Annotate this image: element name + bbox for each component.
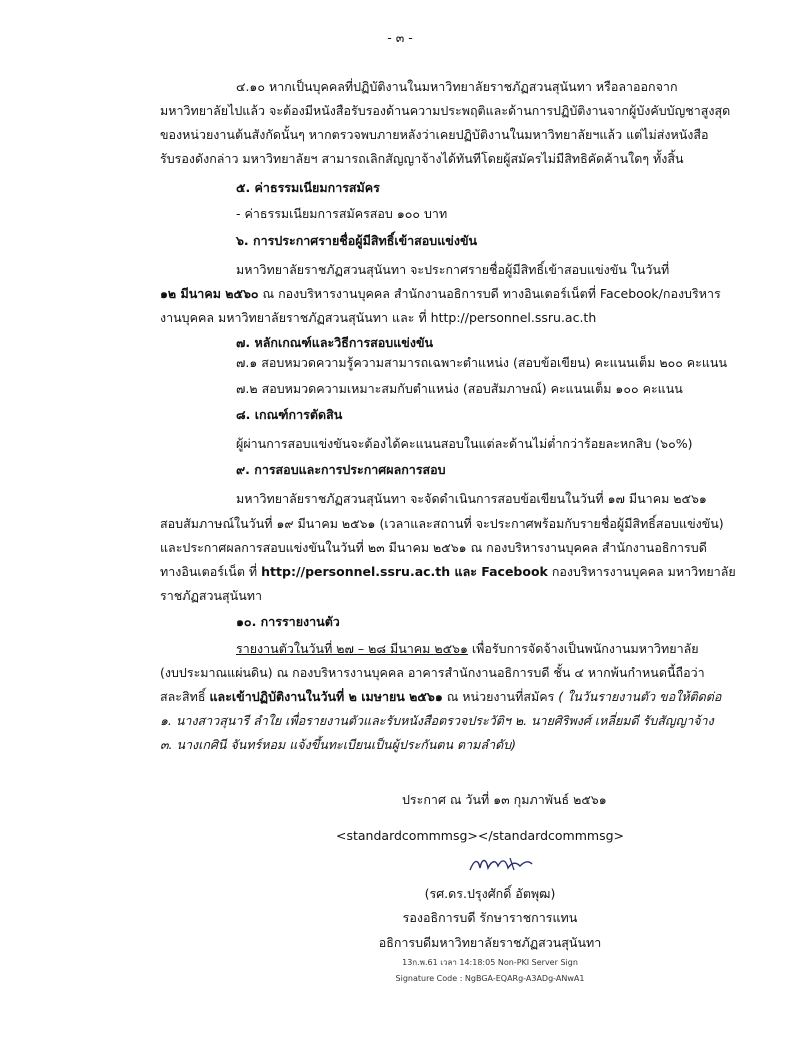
s10-line1 [236,641,699,657]
s6-line2 [160,286,721,302]
s9-line4-rest: กองบริหารงานบุคคล มหาวิทยาลัย [547,564,736,579]
s6-line2-rest: ณ กองบริหารงานบุคคล สำนักงานอธิการบดี ทางอินเตอร์เน็ตที่ Facebook/กองบริหาร [258,286,721,301]
server-sign-timestamp: 13ก.พ.61 เวลา 14:18:05 Non-PKI Server Sign [402,958,578,967]
section7-heading: ๗. หลักเกณฑ์และวิธีการสอบแข่งขัน [236,335,434,350]
section8-heading: ๘. เกณฑ์การตัดสิน [236,407,343,422]
s5-line1: - ค่าธรรมเนียมการสมัครสอบ ๑๐๐ บาท [236,206,448,221]
signer-position-1: รองอธิการบดี รักษาราชการแทน [402,910,578,925]
s10-line2: (งบประมาณแผ่นดิน) ณ กองบริหารงานบุคคล อาคารสำนักงานอธิการบดี ชั้น ๔ หากพ้นกำหนดนี้ถือว่า [160,665,705,680]
s9-line5: ราชภัฏสวนสุนันทา [160,588,263,603]
s10-line3-italic: ( ในวันรายงานตัว ขอให้ติดต่อ [558,689,722,704]
s10-line3-mid: ณ หน่วยงานที่สมัคร [442,689,559,704]
signature-image [466,852,546,876]
s4-10-line1: ๔.๑๐ หากเป็นบุคคลที่ปฏิบัติงานในมหาวิทยาลัยราชภัฏสวนสุนันทา หรือลาออกจาก [236,79,678,94]
s6-date-bold: ๑๒ มีนาคม ๒๕๖๐ [160,286,259,301]
announce-date: ประกาศ ณ วันที่ ๑๓ กุมภาพันธ์ ๒๕๖๑ [402,792,607,807]
s10-line5: ๓. นางเกศินี จันทร์หอม แจ้งขึ้นทะเบียนเป็นผู้ประกันตน ตามลำดับ) [160,737,517,752]
s10-line1-rest: เพื่อรับการจัดจ้างเป็นพนักงานมหาวิทยาลัย [467,641,699,656]
section9-heading: ๙. การสอบและการประกาศผลการสอบ [236,462,446,477]
s7-line1: ๗.๑ สอบหมวดความรู้ความสามารถเฉพาะตำแหน่ง (สอบข้อเขียน) คะแนนเต็ม ๒๐๐ คะแนน [236,355,728,370]
s10-report-dates: รายงานตัวในวันที่ ๒๗ – ๒๘ มีนาคม ๒๕๖๑ [236,641,468,656]
s4-10-line2: มหาวิทยาลัยไปแล้ว จะต้องมีหนังสือรับรองด้านความประพฤติและด้านการปฏิบัติงานจากผู้บังคับบัญชาสูงสุด [160,103,731,118]
s10-line3 [160,689,721,705]
signature-code: Signature Code : NgBGA-EQARg-A3ADg-ANwA1 [395,974,585,983]
s10-start-date-bold: และเข้าปฏิบัติงานในวันที่ ๒ เมษายน ๒๕๖๑ [209,689,443,704]
s10-line4: ๑. นางสาวสุนารี ลำใย เพื่อรายงานตัวและรับหนังสือตรวจประวัติฯ ๒. นายศิริพงศ์ เหลี่ยมดี รับสัญญาจ้าง [160,713,714,728]
s9-line4-pre: ทางอินเตอร์เน็ต ที่ [160,564,262,579]
s7-line2: ๗.๒ สอบหมวดความเหมาะสมกับตำแหน่ง (สอบสัมภาษณ์) คะแนนเต็ม ๑๐๐ คะแนน [236,381,683,396]
signer-position-2: อธิการบดีมหาวิทยาลัยราชภัฏสวนสุนันทา [378,935,602,950]
signer-name: (รศ.ดร.ปรุงศักดิ์ อัตพุฒ) [424,886,556,901]
s9-line2: สอบสัมภาษณ์ในวันที่ ๑๙ มีนาคม ๒๕๖๑ (เวลาและสถานที่ จะประกาศพร้อมกับรายชื่อผู้มีสิทธิ์สอบแข่งขัน) [160,516,724,531]
section6-heading: ๖. การประกาศรายชื่อผู้มีสิทธิ์เข้าสอบแข่งขัน [236,233,478,248]
standard-comm-msg: <standardcommmsg></standardcommmsg> [336,828,624,843]
page-number: - ๓ - [387,30,413,45]
s9-line4 [160,564,736,580]
section10-heading: ๑๐. การรายงานตัว [236,614,340,629]
section5-heading: ๕. ค่าธรรมเนียมการสมัคร [236,180,380,195]
s9-website-bold: http://personnel.ssru.ac.th และ Facebook [261,564,548,579]
s6-line1: มหาวิทยาลัยราชภัฏสวนสุนันทา จะประกาศรายชื่อผู้มีสิทธิ์เข้าสอบแข่งขัน ในวันที่ [236,262,670,277]
s9-line1: มหาวิทยาลัยราชภัฏสวนสุนันทา จะจัดดำเนินการสอบข้อเขียนในวันที่ ๑๗ มีนาคม ๒๕๖๑ [236,491,707,506]
s4-10-line3: ของหน่วยงานต้นสังกัดนั้นๆ หากตรวจพบภายหลังว่าเคยปฏิบัติงานในมหาวิทยาลัยฯแล้ว แต่ไม่ส่งหนังสือ [160,127,709,142]
s4-10-line4: รับรองดังกล่าว มหาวิทยาลัยฯ สามารถเลิกสัญญาจ้างได้ทันทีโดยผู้สมัครไม่มีสิทธิคัดค้านใดๆ ทั้งสิ้น [160,151,684,166]
s9-line3: และประกาศผลการสอบแข่งขันในวันที่ ๒๓ มีนาคม ๒๕๖๑ ณ กองบริหารงานบุคคล สำนักงานอธิการบดี [160,540,707,555]
s10-line3-pre: สละสิทธิ์ [160,689,210,704]
s6-line3: งานบุคคล มหาวิทยาลัยราชภัฏสวนสุนันทา และ ที่ http://personnel.ssru.ac.th [160,310,597,325]
s8-line1: ผู้ผ่านการสอบแข่งขันจะต้องได้คะแนนสอบในแต่ละด้านไม่ต่ำกว่าร้อยละหกสิบ (๖๐%) [236,436,693,451]
